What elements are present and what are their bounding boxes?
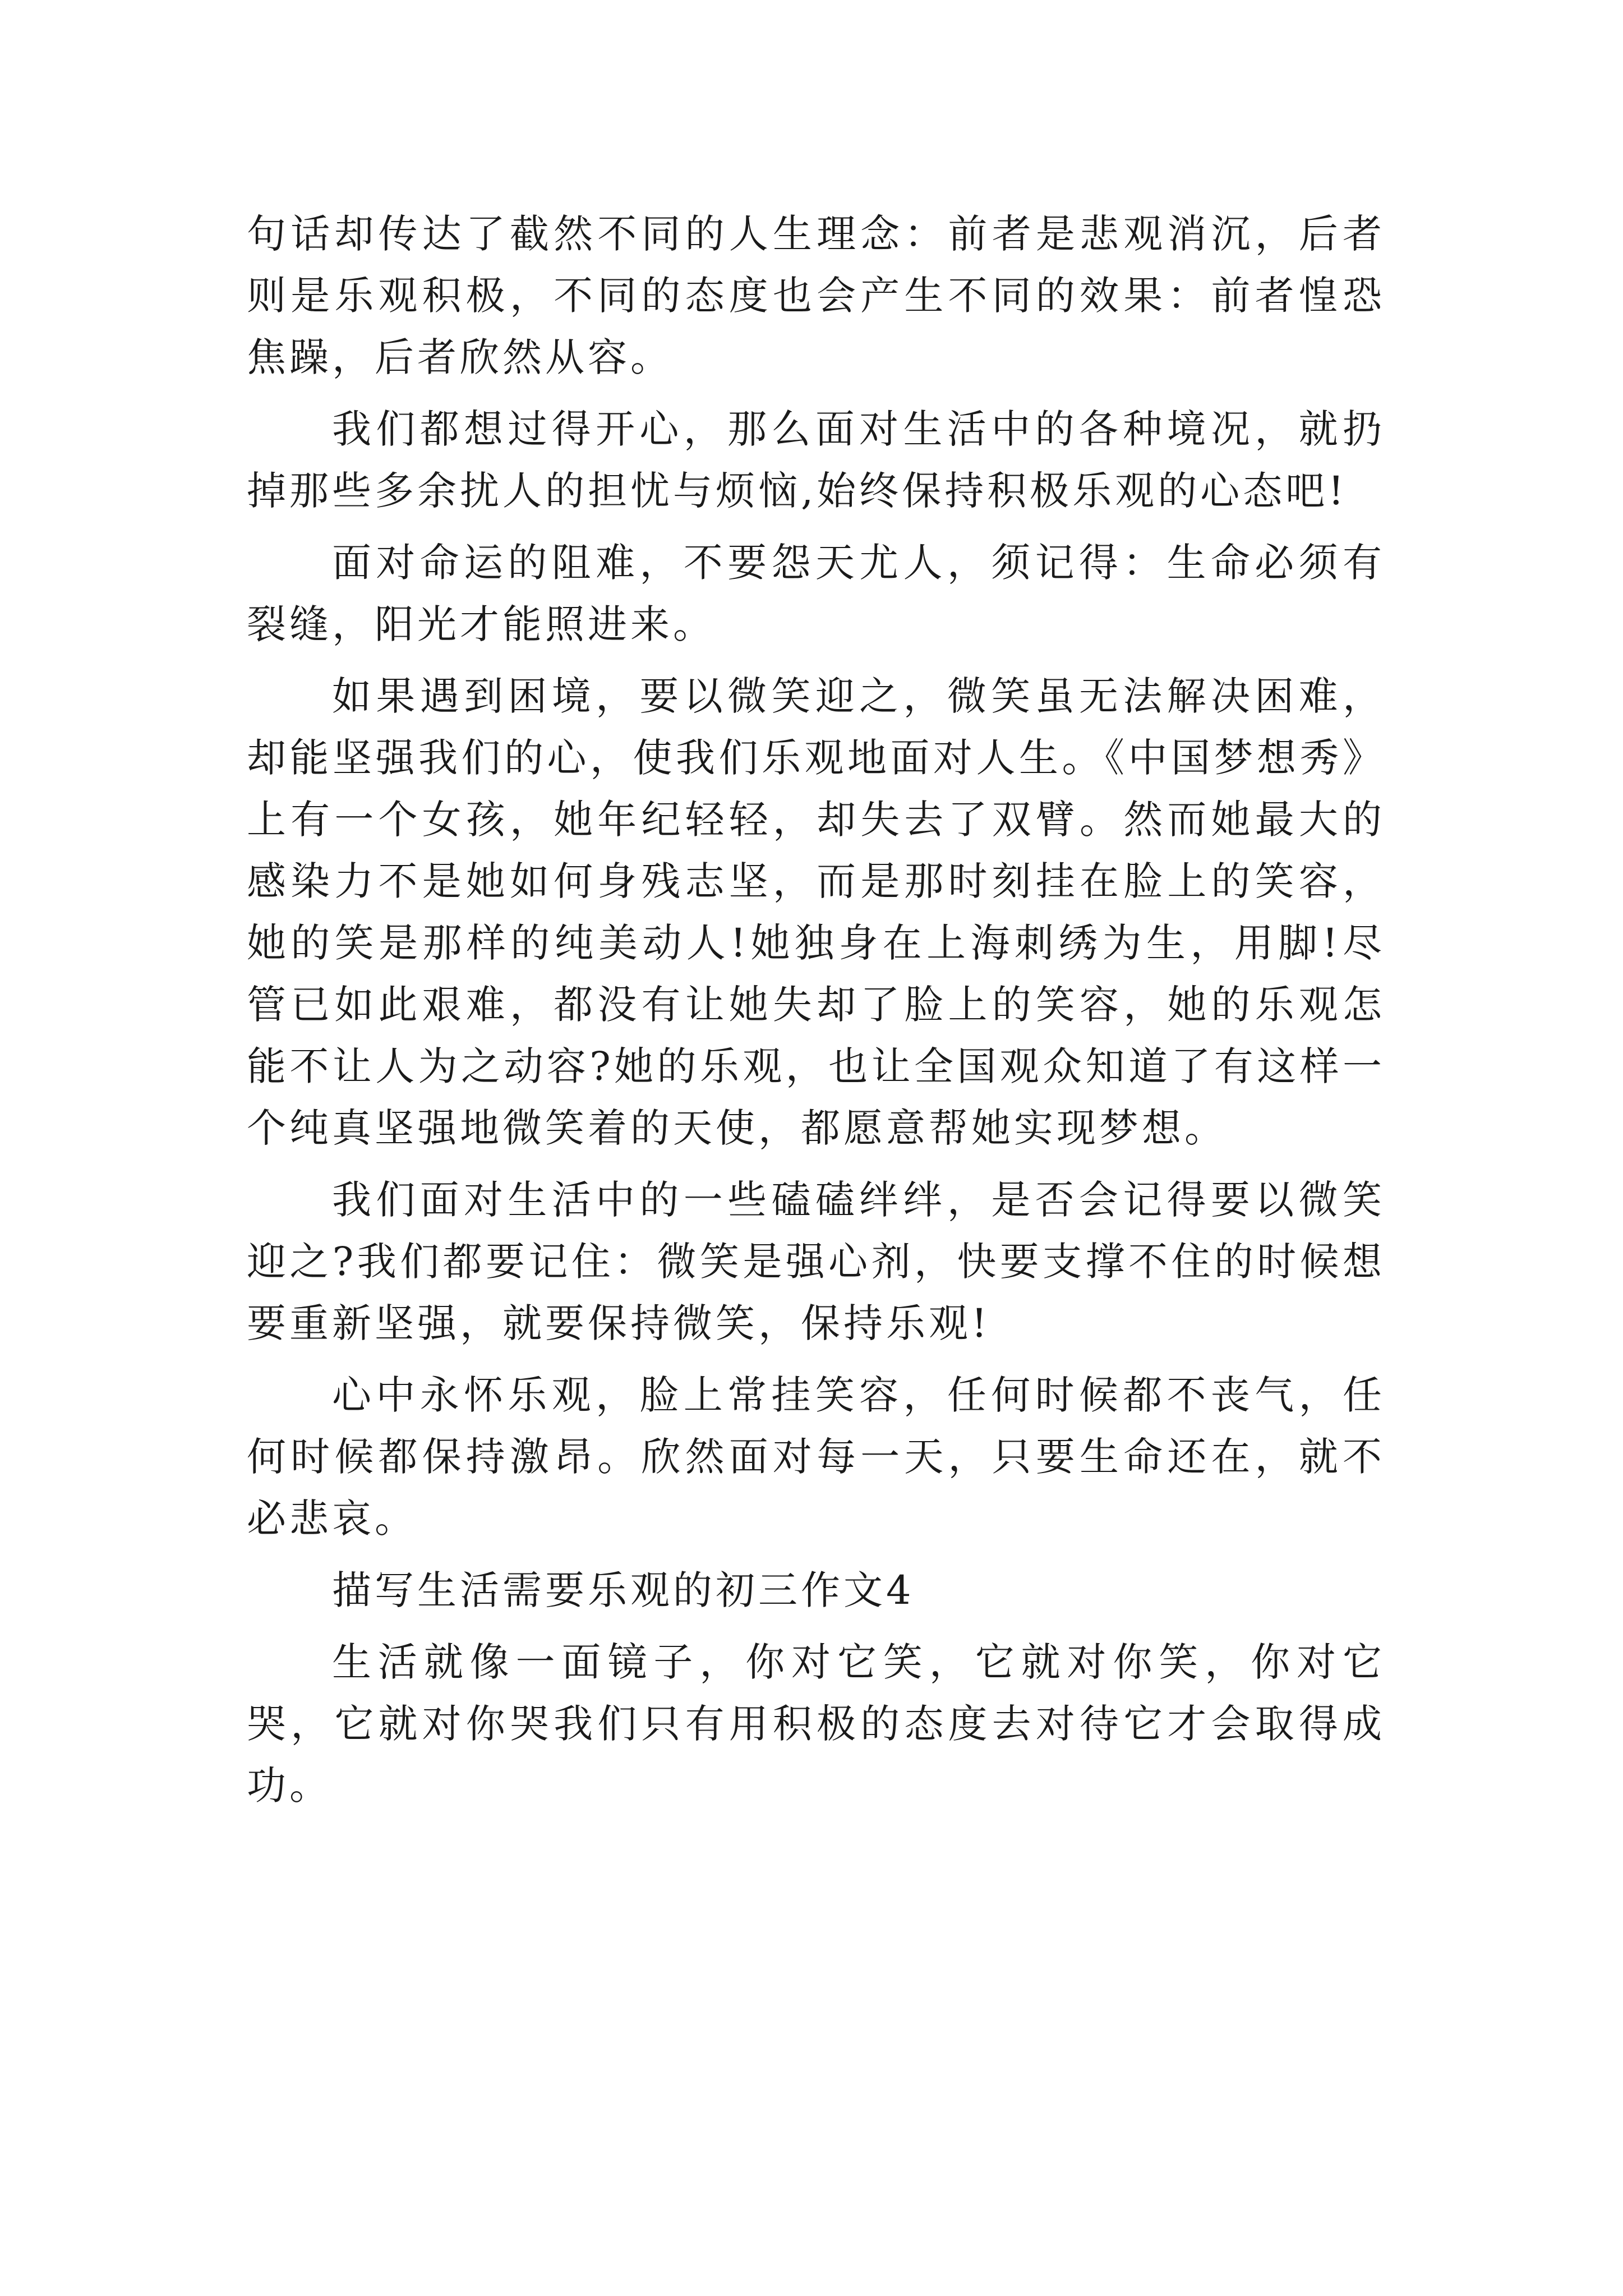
paragraph: 心中永怀乐观，脸上常挂笑容，任何时候都不丧气，任何时候都保持激昂。欣然面对每一天，只要生命还在，就不必悲哀。 [247,1372,1385,1542]
paragraph: 句话却传达了截然不同的人生理念：前者是悲观消沉，后者则是乐观积极，不同的态度也会产生不同的效果：前者惶恐焦躁，后者欣然从容。 [247,211,1385,380]
section-heading: 描写生活需要乐观的初三作文4 [332,1567,915,1613]
document-body [247,203,1385,1826]
paragraph: 我们都想过得开心，那么面对生活中的各种境况，就扔掉那些多余扰人的担忧与烦恼,始终保持积极乐观的心态吧! [247,406,1385,514]
paragraph: 我们面对生活中的一些磕磕绊绊，是否会记得要以微笑迎之?我们都要记住：微笑是强心剂，快要支撑不住的时候想要重新坚强，就要保持微笑，保持乐观! [247,1177,1385,1346]
paragraph: 如果遇到困境，要以微笑迎之，微笑虽无法解决困难，却能坚强我们的心，使我们乐观地面对人生。《中国梦想秀》上有一个女孩，她年纪轻轻，却失去了双臂。然而她最大的感染力不是她如何身残志坚，而是那时刻挂在脸上的笑容，她的笑是那样的纯美动人!她独身在上海刺绣为生，用脚!尽管已如此艰难，都没有让她失却了脸上的笑容，她的乐观怎能不让人为之动容?她的乐观，也让全国观众知道了有这样一个纯真坚强地微笑着的天使，都愿意帮她实现梦想。 [247,673,1385,1151]
paragraph: 生活就像一面镜子，你对它笑，它就对你笑，你对它哭，它就对你哭我们只有用积极的态度去对待它才会取得成功。 [247,1639,1385,1809]
paragraph: 面对命运的阻难，不要怨天尤人，须记得：生命必须有裂缝，阳光才能照进来。 [247,540,1385,647]
